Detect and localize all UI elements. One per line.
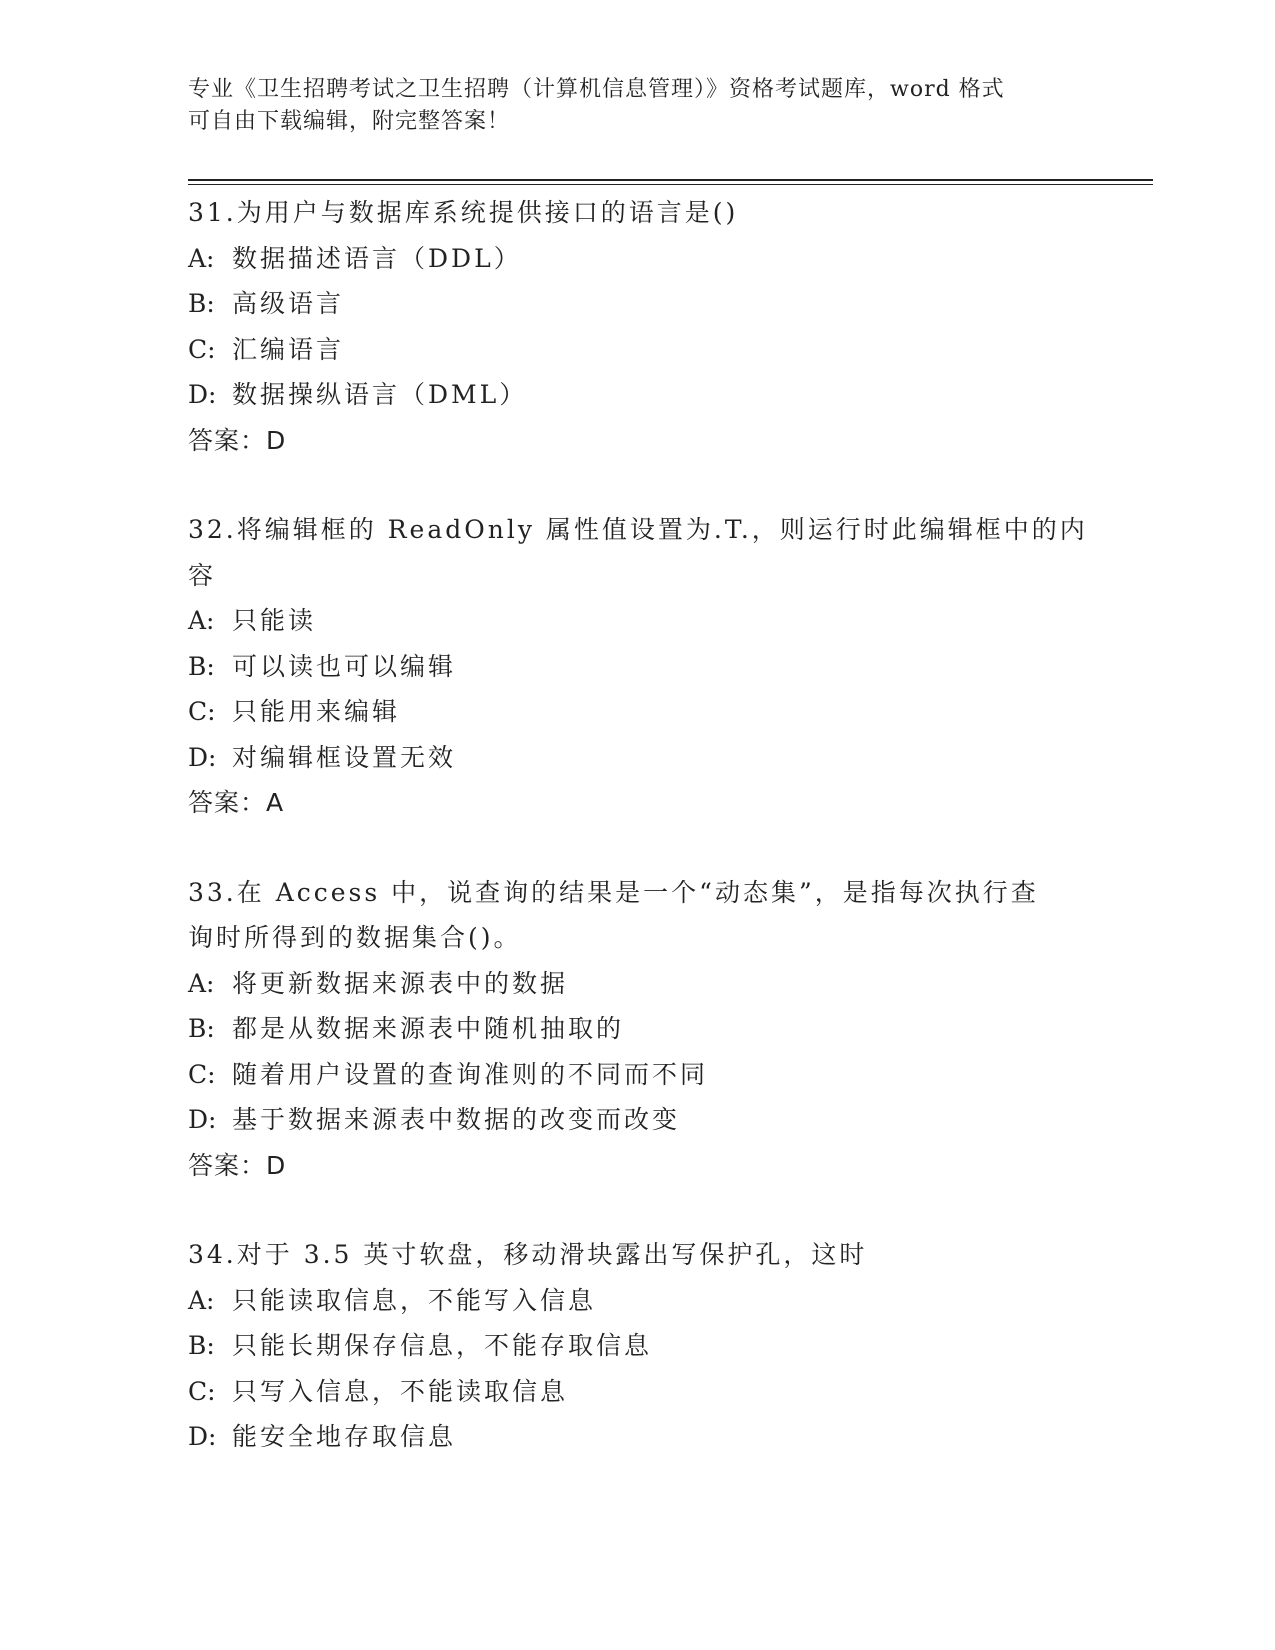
answer-option: [188, 598, 1088, 644]
option-key: C:: [188, 697, 216, 726]
option-key: B:: [188, 651, 215, 681]
answer-option: [188, 1278, 1088, 1324]
header-divider-thin: [188, 184, 1153, 185]
option-text: 可以读也可以编辑: [232, 651, 457, 681]
answer-option: [188, 281, 1088, 327]
option-text: 只能用来编辑: [232, 697, 401, 726]
question-stem: 询时所得到的数据集合()。: [188, 923, 522, 952]
option-key: D:: [188, 380, 217, 409]
question-item: [188, 1232, 1088, 1460]
question-stem: 34.对于 3.5 英寸软盘，移动滑块露出写保护孔，这时: [188, 1240, 868, 1269]
option-text: 对编辑框设置无效: [232, 742, 457, 772]
answer-option: [188, 1414, 1088, 1460]
answer-line: 答案：A: [188, 788, 285, 817]
option-text: 数据描述语言（DDL）: [232, 243, 522, 273]
header-divider-thick: [188, 179, 1153, 181]
option-text: 随着用户设置的查询准则的不同而不同: [232, 1059, 709, 1089]
option-key: C:: [188, 1376, 216, 1406]
option-key: D:: [188, 742, 217, 772]
option-key: C:: [188, 1059, 216, 1089]
question-item: [188, 870, 1088, 1189]
document-header: [188, 74, 1078, 138]
option-text: 高级语言: [232, 289, 345, 318]
option-text: 只能长期保存信息，不能存取信息: [232, 1331, 653, 1360]
option-text: 都是从数据来源表中随机抽取的: [232, 1014, 625, 1043]
answer-option: [188, 1323, 1088, 1369]
option-text: 能安全地存取信息: [232, 1422, 457, 1451]
header-line-1: 专业《卫生招聘考试之卫生招聘（计算机信息管理）》资格考试题库，word 格式: [188, 77, 1005, 102]
option-key: A:: [188, 1285, 215, 1315]
answer-line: 答案：D: [188, 1150, 287, 1180]
option-key: B:: [188, 1331, 215, 1360]
answer-option: [188, 1052, 1088, 1098]
answer-option: [188, 735, 1088, 781]
question-stem: 容: [188, 560, 217, 590]
header-line-2: 可自由下载编辑，附完整答案！: [188, 109, 511, 134]
answer-line: 答案：D: [188, 425, 287, 455]
question-item: [188, 507, 1088, 826]
answer-option: [188, 1369, 1088, 1415]
question-stem: 32.将编辑框的 ReadOnly 属性值设置为.T.，则运行时此编辑框中的内: [188, 515, 1088, 544]
answer-option: [188, 644, 1088, 690]
option-text: 数据操纵语言（DML）: [232, 380, 528, 409]
answer-option: [188, 236, 1088, 282]
answer-option: [188, 372, 1088, 418]
option-key: A:: [188, 606, 215, 635]
option-key: D:: [188, 1422, 217, 1451]
option-text: 基于数据来源表中数据的改变而改变: [232, 1105, 681, 1134]
answer-option: [188, 689, 1088, 735]
option-key: B:: [188, 289, 215, 318]
option-text: 只能读取信息，不能写入信息: [232, 1285, 597, 1315]
option-key: A:: [188, 243, 215, 273]
answer-option: [188, 1097, 1088, 1143]
answer-option: [188, 327, 1088, 373]
question-stem: 33.在 Access 中，说查询的结果是一个“动态集”，是指每次执行查: [188, 877, 1039, 907]
option-key: D:: [188, 1105, 217, 1134]
question-list: [188, 190, 1088, 1504]
answer-option: [188, 961, 1088, 1007]
question-stem: 31.为用户与数据库系统提供接口的语言是(): [188, 198, 739, 227]
option-key: B:: [188, 1014, 215, 1043]
option-key: C:: [188, 334, 216, 364]
option-text: 汇编语言: [232, 334, 345, 364]
option-text: 将更新数据来源表中的数据: [232, 968, 569, 998]
option-key: A:: [188, 968, 215, 998]
answer-option: [188, 1006, 1088, 1052]
option-text: 只写入信息，不能读取信息: [232, 1376, 569, 1406]
option-text: 只能读: [232, 606, 317, 635]
question-item: [188, 190, 1088, 463]
